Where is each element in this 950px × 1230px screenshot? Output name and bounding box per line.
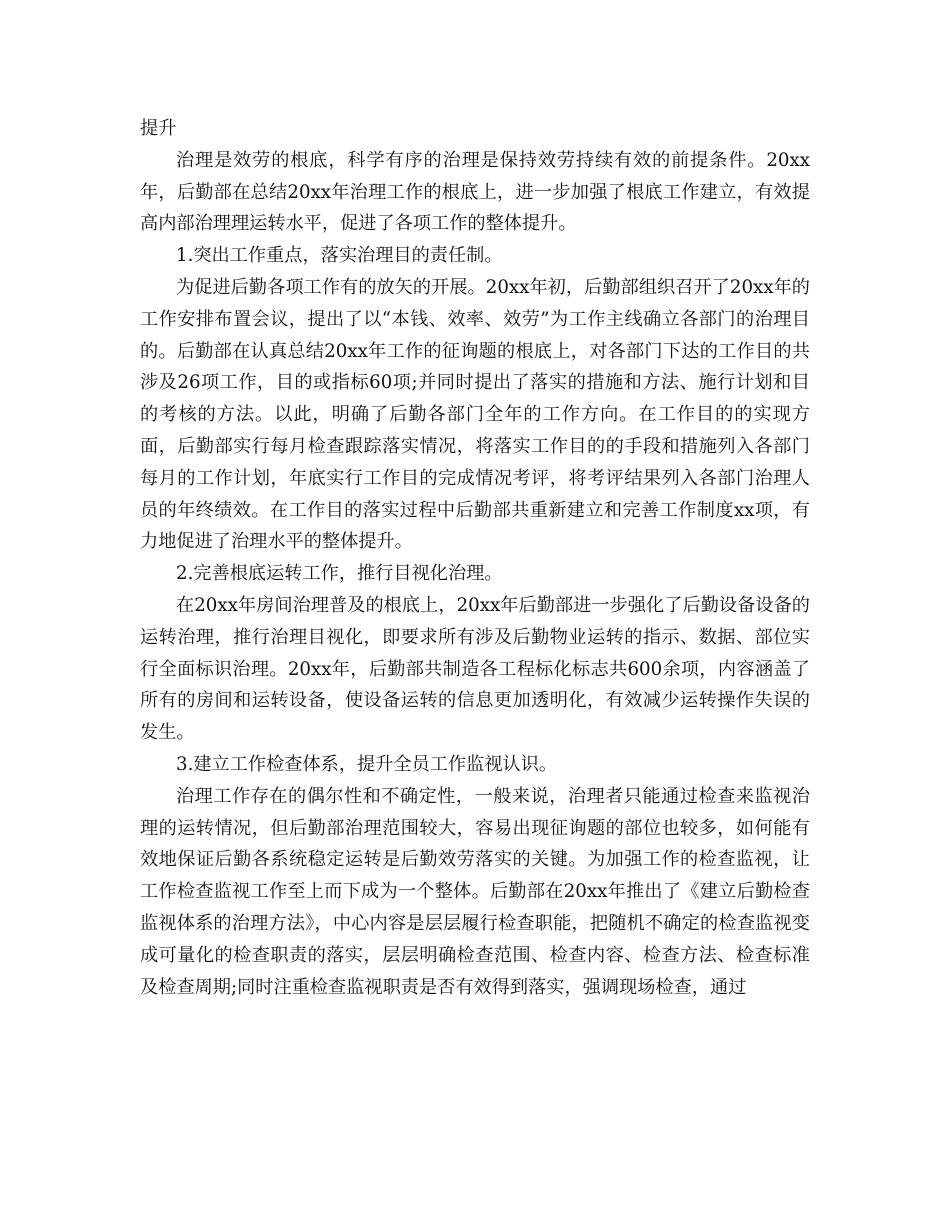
paragraph-section-1: 为促进后勤各项工作有的放矢的开展。20xx年初，后勤部组织召开了20xx年的工作安排布置会议，提出了以“本钱、效率、效劳”为工作主线确立各部门的治理目的。后勤部在认真总结20xx年工作的征询题的根底上，对各部门下达的工作目的共涉及26项工作，目的或指标60项;并同时提出了落实的措施和方法、施行计划和目的考核的方法。以此，明确了后勤各部门全年的工作方向。在工作目的的实现方面，后勤部实行每月检查跟踪落实情况，将落实工作目的的手段和措施列入各部门每月的工作计划，年底实行工作目的完成情况考评，将考评结果列入各部门治理人员的年终绩效。在工作目的落实过程中后勤部共重新建立和完善工作制度xx项，有力地促进了治理水平的整体提升。 <box>140 276 810 553</box>
paragraph-heading-fragment: 提升 <box>140 118 177 139</box>
section-heading-3: 3.建立工作检查体系，提升全员工作监视认识。 <box>176 753 558 775</box>
paragraph-section-3: 治理工作存在的偶尔性和不确定性，一般来说，治理者只能通过检查来监视治理的运转情况，但后勤部治理范围较大，容易出现征询题的部位也较多，如何能有效地保证后勤各系统稳定运转是后勤效劳落实的关键。为加强工作的检查监视，让工作检查监视工作至上而下成为一个整体。后勤部在20xx年推出了《建立后勤检查监视体系的治理方法》，中心内容是层层履行检查职能，把随机不确定的检查监视变成可量化的检查职责的落实，层层明确检查范围、检查内容、检查方法、检查标准及检查周期;同时注重检查监视职责是否有效得到落实，强调现场检查，通过 <box>140 785 810 998</box>
document-body <box>140 113 810 1003</box>
paragraph-intro: 治理是效劳的根底，科学有序的治理是保持效劳持续有效的前提条件。20xx年，后勤部在总结20xx年治理工作的根底上，进一步加强了根底工作建立，有效提高内部治理理运转水平，促进了各项工作的整体提升。 <box>140 149 810 235</box>
paragraph-section-2: 在20xx年房间治理普及的根底上，20xx年后勤部进一步强化了后勤设备设备的运转治理，推行治理目视化，即要求所有涉及后勤物业运转的指示、数据、部位实行全面标识治理。20xx年，后勤部共制造各工程标化标志共600余项，内容涵盖了所有的房间和运转设备，使设备运转的信息更加透明化，有效减少运转操作失误的发生。 <box>140 594 810 744</box>
section-heading-2: 2.完善根底运转工作，推行目视化治理。 <box>176 563 503 585</box>
section-heading-1: 1.突出工作重点，落实治理目的责任制。 <box>176 245 503 267</box>
